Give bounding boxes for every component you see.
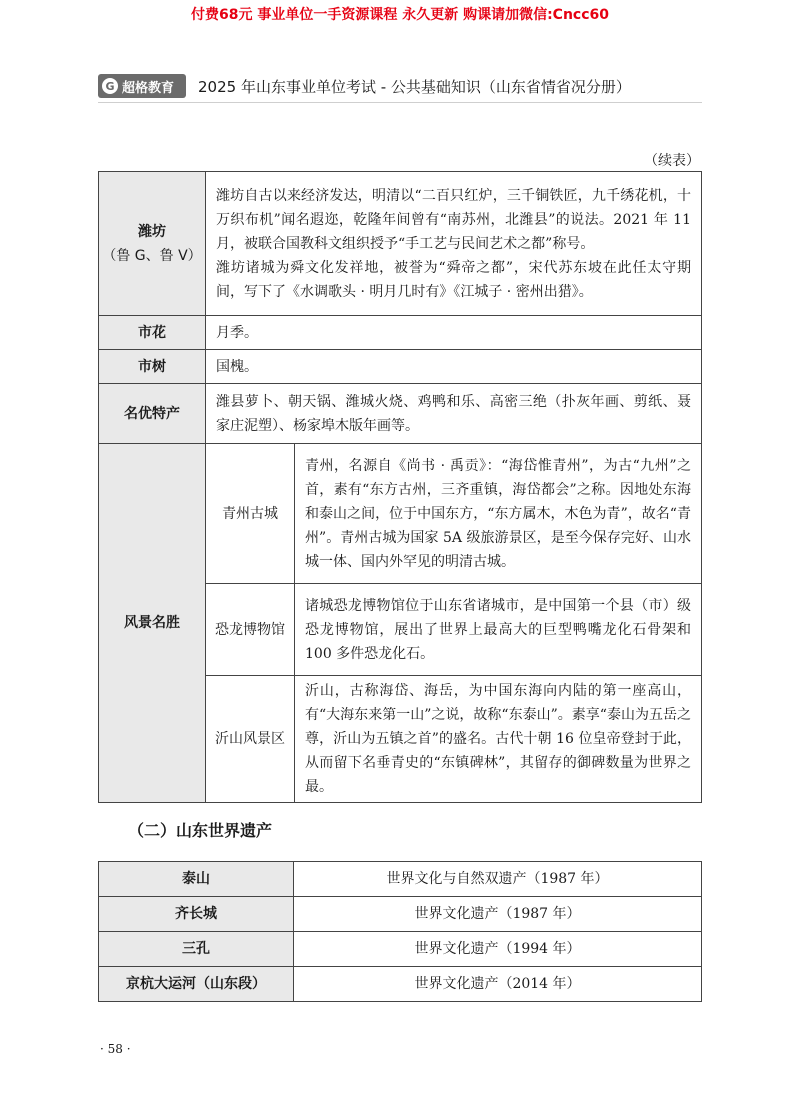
table-row — [99, 316, 702, 350]
heritage-name: 齐长城 — [99, 897, 294, 932]
plate-codes: （鲁 G、鲁 V） — [102, 247, 202, 264]
page-header — [98, 74, 702, 100]
city-name: 潍坊 — [138, 223, 166, 240]
row-label-city-tree: 市树 — [99, 350, 206, 384]
table-row — [99, 862, 702, 897]
heritage-type: 世界文化遗产（1987 年） — [294, 897, 702, 932]
weifang-description — [206, 172, 702, 316]
logo-text: 超格教育 — [122, 80, 175, 96]
continued-label: （续表） — [644, 153, 700, 169]
table-row — [99, 172, 702, 316]
scenic-description: 青州，名源自《尚书 · 禹贡》：“海岱惟青州”，为古“九州”之首，素有“东方古州，三齐重镇，海岱都会”之称。因地处东海和泰山之间，位于中国东方，“东方属木，木色为青”，故名“青州”。青州古城为国家 5A 级旅游景区，是至今保存完好、山水城一体、国内外罕见的明清古城。 — [295, 444, 702, 584]
row-label-weifang — [99, 172, 206, 316]
scenic-description: 诸城恐龙博物馆位于山东省诸城市，是中国第一个县（市）级恐龙博物馆，展出了世界上最高大的巨型鸭嘴龙化石骨架和 100 多件恐龙化石。 — [295, 584, 702, 676]
table-row — [99, 384, 702, 444]
section-heading: （二）山东世界遗产 — [128, 821, 273, 840]
table-row — [99, 932, 702, 967]
row-label-city-flower: 市花 — [99, 316, 206, 350]
scenic-name: 青州古城 — [206, 444, 295, 584]
row-label-scenic: 风景名胜 — [99, 444, 206, 803]
brand-logo — [98, 74, 186, 98]
heritage-type: 世界文化遗产（2014 年） — [294, 967, 702, 1002]
city-tree-value: 国槐。 — [206, 350, 702, 384]
page-number: · 58 · — [100, 1042, 131, 1056]
table-row — [99, 967, 702, 1002]
header-divider — [98, 102, 702, 103]
scenic-name: 沂山风景区 — [206, 676, 295, 803]
city-info-table — [98, 171, 702, 803]
logo-mark-icon: G — [102, 78, 118, 94]
heritage-type: 世界文化遗产（1994 年） — [294, 932, 702, 967]
weifang-para-1: 潍坊自古以来经济发达，明清以“二百只红炉，三千铜铁匠，九千绣花机，十万织布机”闻名遐迩，乾隆年间曾有“南苏州，北潍县”的说法。2021 年 11 月，被联合国教科文组织授予“手工艺与民间艺术之都”称号。 — [216, 187, 691, 252]
world-heritage-table — [98, 861, 702, 1002]
scenic-name: 恐龙博物馆 — [206, 584, 295, 676]
table-row — [99, 444, 702, 584]
city-flower-value: 月季。 — [206, 316, 702, 350]
heritage-name: 三孔 — [99, 932, 294, 967]
specialties-value: 潍县萝卜、朝天锅、潍城火烧、鸡鸭和乐、高密三绝（扑灰年画、剪纸、聂家庄泥塑）、杨家埠木版年画等。 — [206, 384, 702, 444]
table-row — [99, 897, 702, 932]
promo-banner: 付费68元 事业单位一手资源课程 永久更新 购课请加微信:Cncc60 — [190, 7, 610, 23]
row-label-specialties: 名优特产 — [99, 384, 206, 444]
heritage-name: 京杭大运河（山东段） — [99, 967, 294, 1002]
book-title: 2025 年山东事业单位考试 - 公共基础知识（山东省情省况分册） — [198, 78, 631, 96]
weifang-para-2: 潍坊诸城为舜文化发祥地，被誉为“舜帝之都”，宋代苏东坡在此任太守期间，写下了《水调歌头 · 明月几时有》《江城子 · 密州出猎》。 — [216, 259, 691, 300]
heritage-type: 世界文化与自然双遗产（1987 年） — [294, 862, 702, 897]
table-row — [99, 350, 702, 384]
scenic-description: 沂山，古称海岱、海岳，为中国东海向内陆的第一座高山，有“大海东来第一山”之说，故称“东泰山”。素享“泰山为五岳之尊，沂山为五镇之首”的盛名。古代十朝 16 位皇帝登封于此，从而留下名垂青史的“东镇碑林”，其留存的御碑数量为世界之最。 — [295, 676, 702, 803]
heritage-name: 泰山 — [99, 862, 294, 897]
